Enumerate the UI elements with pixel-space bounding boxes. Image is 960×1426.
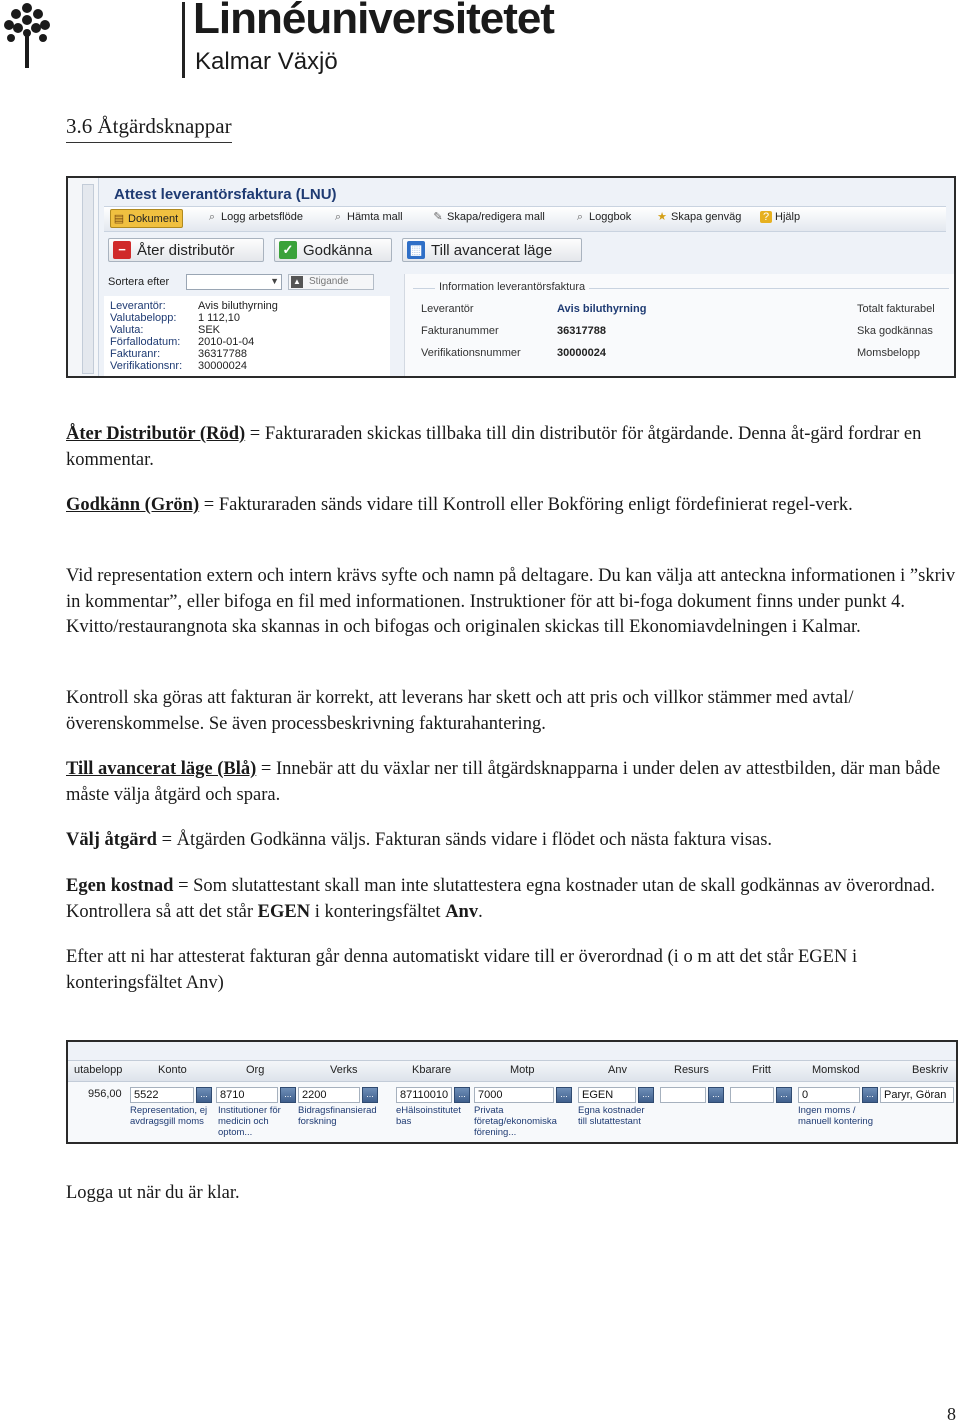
sort-select[interactable] — [186, 274, 282, 290]
info-group — [413, 281, 949, 378]
invoice-info-panel — [404, 274, 955, 378]
sort-bar — [104, 272, 424, 294]
text-advanced-mode: = Innebär att du växlar ner till åtgärdsknapparna i under delen av attestbilden, där man både måste välja åtgärd och spara. — [66, 759, 941, 805]
search-icon: ⌕ — [208, 211, 216, 223]
search-icon: ⌕ — [576, 211, 584, 223]
motp-field[interactable]: 7000 — [474, 1087, 554, 1103]
sort-arrow-icon: ▲ — [291, 276, 303, 288]
summary-value: 36317788 — [198, 348, 247, 360]
info-right-label: Ska godkännas — [857, 325, 933, 337]
grid-icon: ▦ — [407, 241, 425, 259]
column-header: Motp — [510, 1064, 535, 1076]
toolbar-help[interactable] — [760, 211, 800, 223]
kbarare-field[interactable]: 87110010 — [396, 1087, 452, 1103]
term-choose-action: Välj åtgärd — [66, 830, 157, 850]
toolbar — [104, 206, 946, 232]
text-own-cost-c: . — [478, 901, 483, 922]
beskrivning-field[interactable]: Paryr, Göran — [880, 1087, 954, 1103]
paragraph-own-cost — [66, 874, 958, 925]
summary-value: Avis biluthyrning — [198, 300, 278, 312]
invoice-summary-panel — [104, 296, 390, 376]
paragraph-representation: Vid representation extern och intern krävs syfte och namn på deltagare. Du kan välja att anteckna informationen i ”skriv in kommentar”, eller bifoga en fil med informationen. Instruktioner för att bi-foga dokument finns under punkt 4. Kvitto/restaurangnota ska skannas in och bifogas och originalen skickas till Ekonomiavdelningen i Kalmar. — [66, 566, 956, 637]
column-header: Resurs — [674, 1064, 709, 1076]
sort-direction-toggle[interactable] — [288, 274, 374, 290]
action-buttons — [104, 234, 946, 268]
column-header: Momskod — [812, 1064, 860, 1076]
paragraph-after-attest: Efter att ni har attesterat fakturan går denna automatiskt vidare till er överordnad (i o m att det står EGEN i konteringsfältet Anv) — [66, 947, 858, 993]
lookup-button[interactable]: ... — [362, 1087, 378, 1103]
toolbar-document[interactable] — [110, 209, 183, 228]
resurs-field[interactable] — [660, 1087, 706, 1103]
term-approve: Godkänn (Grön) — [66, 495, 200, 515]
toolbar-edit-template[interactable] — [432, 211, 545, 223]
lookup-button[interactable]: ... — [556, 1087, 572, 1103]
toolbar-edit-template-label: Skapa/redigera mall — [447, 211, 545, 223]
lookup-button[interactable]: ... — [776, 1087, 792, 1103]
text-own-cost-b: i konteringsfältet — [310, 901, 446, 922]
anv-description: Egna kostnader till slutattestant — [578, 1105, 645, 1127]
return-distributor-button[interactable] — [108, 238, 264, 262]
university-tree-logo — [2, 0, 52, 70]
sort-label: Sortera efter — [108, 276, 170, 288]
column-header: Org — [246, 1064, 265, 1076]
column-header: Verks — [330, 1064, 358, 1076]
return-distributor-label: Åter distributör — [137, 241, 235, 259]
summary-label: Förfallodatum: — [110, 336, 181, 348]
summary-label: Valuta: — [110, 324, 144, 336]
lookup-button[interactable]: ... — [708, 1087, 724, 1103]
momskod-description: Ingen moms / manuell kontering — [798, 1105, 873, 1127]
column-header: Anv — [608, 1064, 627, 1076]
window-title: Attest leverantörsfaktura (LNU) — [114, 186, 337, 203]
lookup-button[interactable]: ... — [454, 1087, 470, 1103]
lookup-button[interactable]: ... — [280, 1087, 296, 1103]
coding-header-row — [68, 1060, 956, 1082]
logo-divider — [182, 2, 185, 78]
summary-value: 2010-01-04 — [198, 336, 255, 348]
konto-field[interactable]: 5522 — [130, 1087, 194, 1103]
toolbar-document-label: Dokument — [128, 212, 179, 225]
info-value: Avis biluthyrning — [557, 303, 647, 315]
text-approve: = Fakturaraden sänds vidare till Kontroll eller Bokföring enligt fördefinierat regel-verk. — [199, 495, 853, 515]
approve-button[interactable] — [274, 238, 392, 262]
logo-university-name: Linnéuniversitetet — [193, 0, 554, 43]
chevron-down-icon: ▼ — [270, 276, 279, 286]
text-own-cost-a: = Som slutattestant skall man inte slutattestera egna kostnader utan de skall godkännas av överordnad. Kontrollera så att det står — [66, 876, 935, 922]
term-return-distributor: Åter Distributör (Röd) — [66, 424, 246, 444]
toolbar-fetch-template[interactable] — [332, 211, 403, 223]
info-label: Fakturanummer — [421, 325, 499, 337]
motp-description: Privata företag/ekonomiska förening... — [474, 1105, 557, 1138]
pencil-icon: ✎ — [433, 211, 443, 223]
lookup-button[interactable]: ... — [862, 1087, 878, 1103]
toolbar-create-shortcut[interactable] — [656, 211, 741, 223]
no-entry-icon: − — [113, 241, 131, 259]
info-value: 36317788 — [557, 325, 606, 337]
section-title: 3.6 Åtgärdsknappar — [66, 114, 232, 143]
column-header: utabelopp — [74, 1064, 123, 1076]
toolbar-logbook-label: Loggbok — [589, 211, 632, 223]
info-label: Verifikationsnummer — [421, 347, 521, 359]
checkmark-icon: ✓ — [279, 241, 297, 259]
paragraph-choose-action — [66, 828, 958, 854]
logo-subtitle: Kalmar Växjö — [195, 48, 338, 75]
info-value: 30000024 — [557, 347, 606, 359]
toolbar-log-workflow-label: Logg arbetsflöde — [221, 211, 303, 223]
summary-label: Fakturanr: — [110, 348, 161, 360]
toolbar-create-shortcut-label: Skapa genväg — [671, 211, 742, 223]
summary-label: Leverantör: — [110, 300, 166, 312]
term-advanced-mode: Till avancerat läge (Blå) — [66, 759, 257, 779]
column-header: Fritt — [752, 1064, 771, 1076]
help-icon: ? — [760, 211, 772, 223]
column-header: Konto — [158, 1064, 187, 1076]
scrollbar[interactable] — [82, 184, 94, 374]
column-header: Kbarare — [412, 1064, 452, 1076]
paragraph-approve — [66, 493, 958, 519]
toolbar-fetch-template-label: Hämta mall — [347, 211, 403, 223]
text-return-distributor: = Fakturaraden skickas tillbaka till din distributör för åtgärdande. Denna åt-gärd fordrar en kommentar. — [66, 424, 922, 470]
page-number: 8 — [947, 1404, 956, 1424]
konto-description: Representation, ej avdragsgill moms — [130, 1105, 208, 1127]
lookup-button[interactable]: ... — [196, 1087, 212, 1103]
coding-row-screenshot — [66, 1040, 958, 1144]
summary-value: 1 112,10 — [198, 312, 241, 324]
search-icon: ⌕ — [334, 211, 342, 223]
sort-direction-label: Stigande — [309, 276, 349, 287]
term-egen: EGEN — [257, 901, 311, 922]
lookup-button[interactable]: ... — [638, 1087, 654, 1103]
summary-label: Valutabelopp: — [110, 312, 177, 324]
star-icon: ★ — [657, 211, 667, 223]
document-icon: ▤ — [113, 212, 125, 225]
toolbar-log-workflow[interactable] — [206, 211, 303, 223]
summary-label: Verifikationsnr: — [110, 360, 183, 372]
summary-value: 30000024 — [198, 360, 247, 372]
momskod-field[interactable]: 0 — [798, 1087, 860, 1103]
term-anv: Anv — [445, 901, 479, 922]
info-legend: Information leverantörsfaktura — [435, 281, 589, 293]
paragraph-logout: Logga ut när du är klar. — [66, 1183, 240, 1203]
approve-label: Godkänna — [303, 241, 373, 259]
advanced-mode-label: Till avancerat läge — [431, 241, 553, 259]
toolbar-logbook[interactable] — [574, 211, 631, 223]
kbarare-description: eHälsoinstitutet bas — [396, 1105, 461, 1127]
anv-field[interactable]: EGEN — [578, 1087, 636, 1103]
summary-value: SEK — [198, 324, 221, 336]
fritt-field[interactable] — [730, 1087, 774, 1103]
column-header: Beskriv — [912, 1064, 949, 1076]
toolbar-help-label: Hjälp — [775, 211, 801, 223]
coding-body-row — [68, 1082, 956, 1142]
verks-field[interactable]: 2200 — [298, 1087, 360, 1103]
org-description: Institutioner för medicin och optom... — [218, 1105, 281, 1138]
advanced-mode-button[interactable] — [402, 238, 582, 262]
paragraph-return-distributor — [66, 422, 958, 473]
org-field[interactable]: 8710 — [216, 1087, 278, 1103]
info-right-label: Totalt fakturabel — [857, 303, 935, 315]
amount-value: 956,00 — [88, 1088, 122, 1100]
text-choose-action: = Åtgärden Godkänna väljs. Fakturan sänds vidare i flödet och nästa faktura visas. — [156, 830, 773, 850]
verks-description: Bidragsfinansierad forskning — [298, 1105, 377, 1127]
term-own-cost: Egen kostnad — [66, 876, 174, 896]
info-label: Leverantör — [421, 303, 474, 315]
attest-screenshot — [66, 176, 956, 378]
info-right-label: Momsbelopp — [857, 347, 920, 359]
paragraph-advanced-mode — [66, 757, 958, 808]
paragraph-control: Kontroll ska göras att fakturan är korrekt, att leverans har skett och att pris och villkor stämmer med avtal/överenskommelse. Se även processbeskrivning fakturahantering. — [66, 688, 854, 734]
